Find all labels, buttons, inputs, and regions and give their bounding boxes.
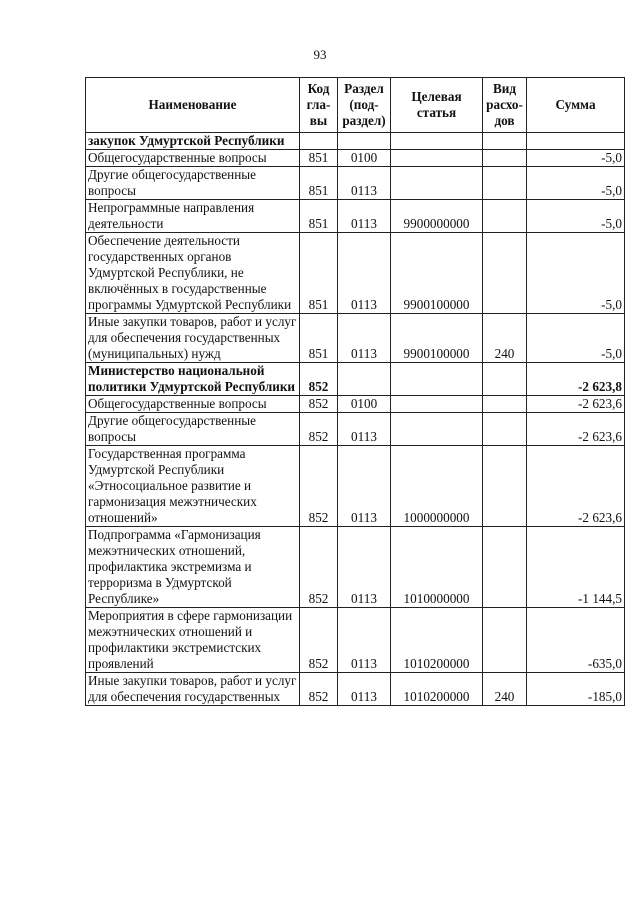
cell-name: Иные закупки товаров, работ и услуг для обеспечения государственных (муниципальных) нужд	[86, 314, 300, 363]
cell-section: 0113	[338, 413, 391, 446]
cell-sum: -1 144,5	[527, 527, 625, 608]
cell-section: 0100	[338, 150, 391, 167]
table-row	[86, 150, 625, 167]
cell-sum: -5,0	[527, 233, 625, 314]
cell-name: Иные закупки товаров, работ и услуг для обеспечения государственных	[86, 673, 300, 706]
table-row	[86, 314, 625, 363]
cell-code	[300, 133, 338, 150]
cell-target	[391, 413, 483, 446]
cell-target: 1000000000	[391, 446, 483, 527]
table-row	[86, 673, 625, 706]
cell-code: 852	[300, 446, 338, 527]
cell-name: закупок Удмуртской Республики	[86, 133, 300, 150]
cell-code: 852	[300, 396, 338, 413]
header-type: Вид расхо-дов	[483, 78, 527, 133]
cell-type	[483, 133, 527, 150]
cell-code: 852	[300, 363, 338, 396]
cell-section: 0113	[338, 527, 391, 608]
cell-section: 0100	[338, 396, 391, 413]
cell-type: 240	[483, 314, 527, 363]
header-name: Наименование	[86, 78, 300, 133]
cell-target: 1010200000	[391, 673, 483, 706]
cell-sum: -5,0	[527, 314, 625, 363]
table-row	[86, 363, 625, 396]
cell-type	[483, 167, 527, 200]
cell-type	[483, 527, 527, 608]
table-row	[86, 396, 625, 413]
cell-sum: -2 623,6	[527, 446, 625, 527]
table-header-row	[86, 78, 625, 133]
cell-target	[391, 167, 483, 200]
cell-sum: -185,0	[527, 673, 625, 706]
cell-name: Обеспечение деятельности государственных органов Удмуртской Республики, не включённых в государственные программы Удмуртской Республики	[86, 233, 300, 314]
cell-type	[483, 233, 527, 314]
cell-section: 0113	[338, 446, 391, 527]
cell-section: 0113	[338, 608, 391, 673]
header-target: Целевая статья	[391, 78, 483, 133]
table-row	[86, 413, 625, 446]
cell-sum: -5,0	[527, 150, 625, 167]
cell-code: 851	[300, 167, 338, 200]
cell-code: 851	[300, 150, 338, 167]
cell-section: 0113	[338, 314, 391, 363]
table-body	[86, 133, 625, 706]
cell-section: 0113	[338, 167, 391, 200]
cell-type	[483, 150, 527, 167]
cell-target: 9900000000	[391, 200, 483, 233]
cell-code: 852	[300, 413, 338, 446]
cell-name: Общегосударственные вопросы	[86, 396, 300, 413]
cell-sum: -2 623,6	[527, 413, 625, 446]
cell-section: 0113	[338, 200, 391, 233]
cell-name: Мероприятия в сфере гармонизации межэтнических отношений и профилактики экстремистских проявлений	[86, 608, 300, 673]
cell-name: Непрограммные направления деятельности	[86, 200, 300, 233]
cell-section: 0113	[338, 673, 391, 706]
cell-target	[391, 396, 483, 413]
cell-type	[483, 363, 527, 396]
cell-name: Другие общегосударственные вопросы	[86, 167, 300, 200]
table-row	[86, 167, 625, 200]
cell-target	[391, 150, 483, 167]
table-row	[86, 133, 625, 150]
cell-target: 9900100000	[391, 314, 483, 363]
cell-section: 0113	[338, 233, 391, 314]
page-number: 93	[313, 47, 327, 62]
cell-sum: -2 623,6	[527, 396, 625, 413]
table-row	[86, 527, 625, 608]
cell-sum	[527, 133, 625, 150]
cell-code: 851	[300, 200, 338, 233]
cell-name: Другие общегосударственные вопросы	[86, 413, 300, 446]
cell-type	[483, 396, 527, 413]
cell-code: 852	[300, 527, 338, 608]
cell-code: 852	[300, 673, 338, 706]
cell-sum: -2 623,8	[527, 363, 625, 396]
cell-section	[338, 363, 391, 396]
cell-sum: -635,0	[527, 608, 625, 673]
cell-type	[483, 200, 527, 233]
cell-section	[338, 133, 391, 150]
table-row	[86, 233, 625, 314]
cell-type	[483, 446, 527, 527]
cell-target	[391, 133, 483, 150]
cell-target: 9900100000	[391, 233, 483, 314]
table-row	[86, 608, 625, 673]
cell-code: 851	[300, 233, 338, 314]
cell-target: 1010000000	[391, 527, 483, 608]
cell-code: 852	[300, 608, 338, 673]
cell-sum: -5,0	[527, 200, 625, 233]
cell-code: 851	[300, 314, 338, 363]
table-row	[86, 200, 625, 233]
cell-name: Подпрограмма «Гармонизация межэтнических отношений, профилактика экстремизма и терроризма в Удмуртской Республике»	[86, 527, 300, 608]
budget-table	[85, 77, 625, 706]
cell-sum: -5,0	[527, 167, 625, 200]
cell-name: Министерство национальной политики Удмуртской Республики	[86, 363, 300, 396]
header-sum: Сумма	[527, 78, 625, 133]
cell-type: 240	[483, 673, 527, 706]
cell-type	[483, 413, 527, 446]
header-code: Код гла-вы	[300, 78, 338, 133]
table-row	[86, 446, 625, 527]
cell-type	[483, 608, 527, 673]
cell-target: 1010200000	[391, 608, 483, 673]
cell-name: Общегосударственные вопросы	[86, 150, 300, 167]
cell-name: Государственная программа Удмуртской Республики «Этносоциальное развитие и гармонизация межэтнических отношений»	[86, 446, 300, 527]
cell-target	[391, 363, 483, 396]
header-section: Раздел (под-раздел)	[338, 78, 391, 133]
